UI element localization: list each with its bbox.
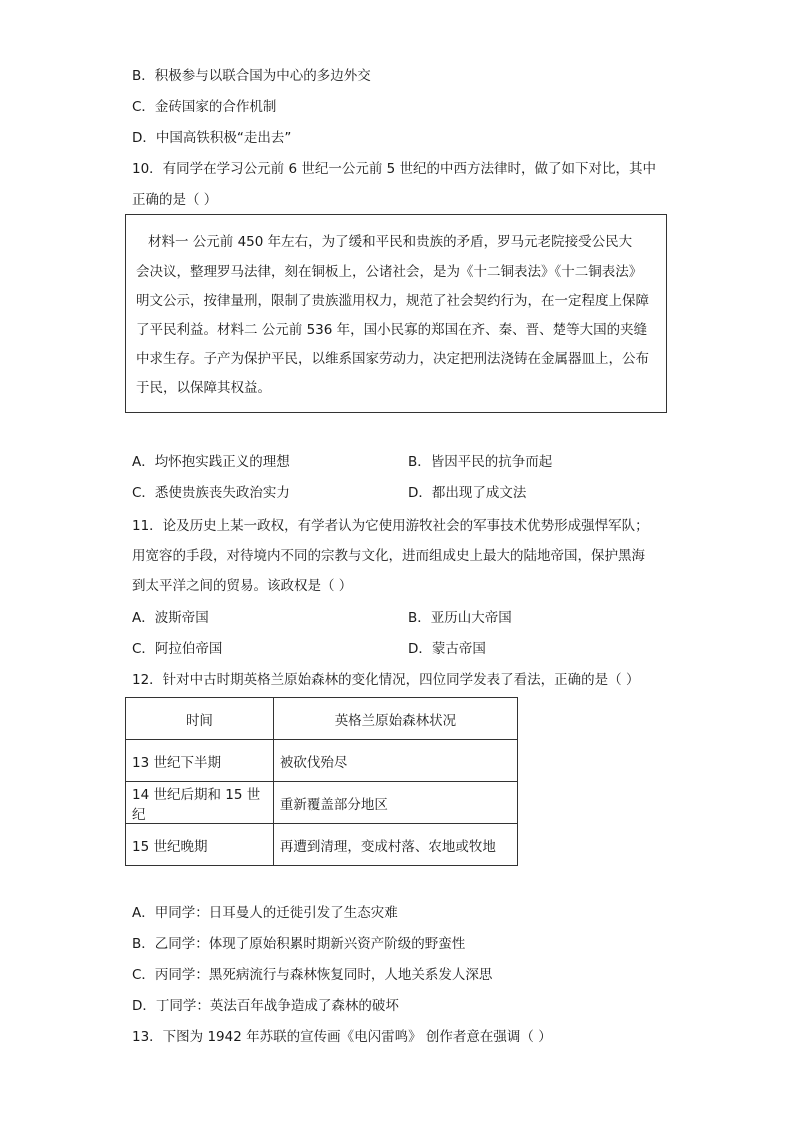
q11-stem-line: 用宽容的手段，对待境内不同的宗教与文化，进而组成史上最大的陆地帝国，保护黑海 (132, 548, 645, 564)
q11-option-d: D．蒙古帝国 (408, 641, 486, 657)
q10-stem-line1: 10．有同学在学习公元前 6 世纪一公元前 5 世纪的中西方法律时，做了如下对比，其中 (132, 161, 657, 177)
q10-material-line: 于民，以保障其权益。 (136, 380, 271, 396)
table-row (126, 740, 518, 782)
q10-option-a: A．均怀抱实践正义的理想 (132, 454, 290, 470)
table-row (126, 824, 518, 866)
q10-option-d: D．都出现了成文法 (408, 485, 527, 501)
q9-option-c: C．金砖国家的合作机制 (132, 99, 277, 115)
q12-stem: 12．针对中古时期英格兰原始森林的变化情况，四位同学发表了看法，正确的是（ ） (132, 672, 640, 688)
q9-option-b: B．积极参与以联合国为中心的多边外交 (132, 68, 371, 84)
table-row (126, 782, 518, 824)
q12-table (125, 697, 518, 866)
q12-option-b: B．乙同学：体现了原始积累时期新兴资产阶级的野蛮性 (132, 936, 466, 952)
q13-stem: 13．下图为 1942 年苏联的宣传画《电闪雷鸣》 创作者意在强调（ ） (132, 1029, 552, 1045)
q10-material-box (125, 214, 667, 413)
q10-option-c: C．悉使贵族丧失政治实力 (132, 485, 290, 501)
q10-stem-line2: 正确的是（ ） (132, 192, 218, 208)
q12-option-d: D．丁同学：英法百年战争造成了森林的破坏 (132, 998, 399, 1014)
q12-option-a: A．甲同学：日耳曼人的迁徙引发了生态灾难 (132, 905, 398, 921)
q11-stem-line: 到太平洋之间的贸易。该政权是（ ） (132, 578, 353, 594)
table-header-time: 时间 (126, 698, 274, 740)
table-cell: 14 世纪后期和 15 世纪 (126, 782, 274, 824)
table-cell: 被砍伐殆尽 (273, 740, 517, 782)
q9-option-d: D．中国高铁积极“走出去” (132, 130, 292, 146)
table-header-forest: 英格兰原始森林状况 (273, 698, 517, 740)
q11-option-c: C．阿拉伯帝国 (132, 641, 223, 657)
table-header-row (126, 698, 518, 740)
q10-material-line: 会决议，整理罗马法律，刻在铜板上，公诸社会，是为《十二铜表法》《十二铜表法》 (136, 264, 643, 280)
q11-option-a: A．波斯帝国 (132, 610, 209, 626)
table-cell: 重新覆盖部分地区 (273, 782, 517, 824)
q10-option-b: B．皆因平民的抗争而起 (408, 454, 553, 470)
table-cell: 13 世纪下半期 (126, 740, 274, 782)
q11-stem-line: 11．论及历史上某一政权，有学者认为它使用游牧社会的军事技术优势形成强悍军队； (132, 518, 649, 534)
q10-material-line: 了平民利益。材料二 公元前 536 年，国小民寡的郑国在齐、秦、晋、楚等大国的夹缝 (136, 322, 648, 338)
table-cell: 15 世纪晚期 (126, 824, 274, 866)
q10-material-line: 中求生存。子产为保护平民，以维系国家劳动力，决定把刑法浇铸在金属器皿上，公布 (136, 351, 649, 367)
q12-option-c: C．丙同学：黑死病流行与森林恢复同时，人地关系发人深思 (132, 967, 493, 983)
q11-option-b: B．亚历山大帝国 (408, 610, 512, 626)
q10-material-line: 明文公示，按律量刑，限制了贵族滥用权力，规范了社会契约行为，在一定程度上保障 (136, 293, 649, 309)
table-cell: 再遭到清理，变成村落、农地或牧地 (273, 824, 517, 866)
q10-material-line: 材料一 公元前 450 年左右，为了缓和平民和贵族的矛盾，罗马元老院接受公民大 (148, 234, 633, 250)
